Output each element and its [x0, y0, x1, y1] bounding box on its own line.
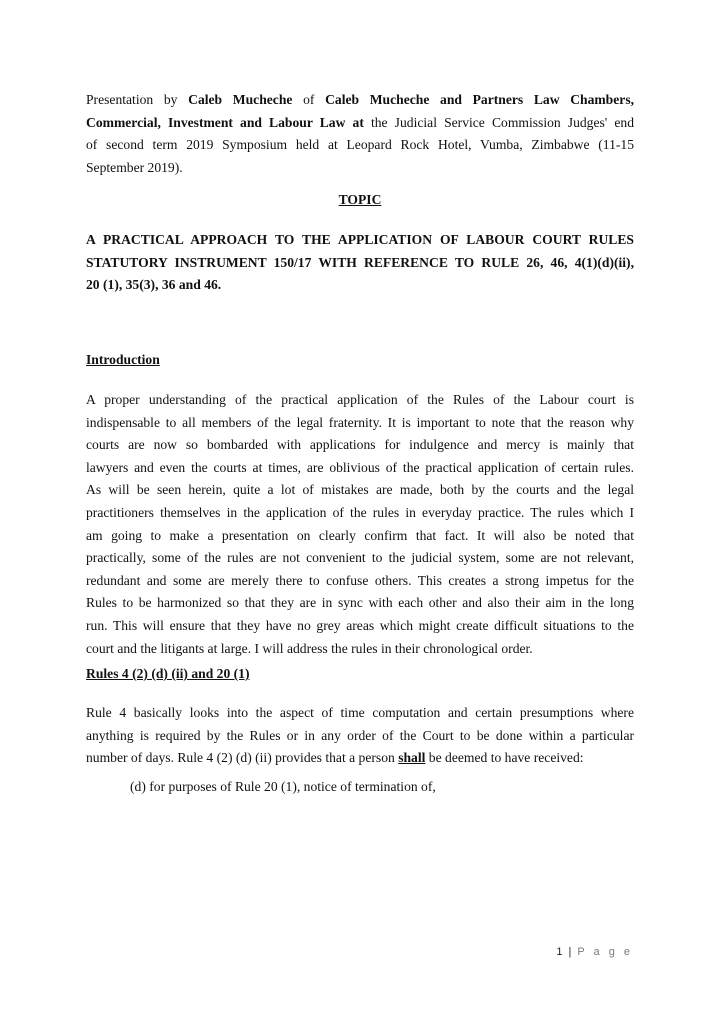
section-heading: Rules 4 (2) (d) (ii) and 20 (1)	[86, 666, 250, 681]
presentation-paragraph	[86, 89, 634, 179]
body-line: indispensable to all members of the legal fraternity. It is important to note that the reason why	[86, 414, 634, 430]
body-line: practitioners themselves in the application of the rules in everyday practice. The rules which I	[86, 504, 634, 520]
topic-title-line-1: A PRACTICAL APPROACH TO THE APPLICATION OF LABOUR COURT RULES	[86, 232, 634, 247]
rules-body	[86, 702, 634, 770]
presentation-line-2	[86, 112, 634, 135]
topic-title	[86, 229, 634, 297]
body-line: practically, some of the rules are not convenient to the judicial system, some are not relevant,	[86, 550, 634, 566]
page-number: 1	[556, 946, 563, 958]
topic-title-line-2: STATUTORY INSTRUMENT 150/17 WITH REFERENCE TO RULE 26, 46, 4(1)(d)(ii),	[86, 254, 634, 270]
body-line: courts are now so bombarded with applications for indulgence and mercy is mainly that	[86, 437, 634, 453]
body-line: A proper understanding of the practical application of the Rules of the Labour court is	[86, 392, 634, 407]
body-text: be deemed to have received:	[425, 750, 584, 766]
section-heading: Introduction	[86, 352, 160, 367]
presentation-line-1	[86, 89, 634, 112]
firm-name: Caleb Mucheche and Partners Law Chambers,	[325, 92, 634, 107]
body-line: Rules to be harmonized so that they are in sync with each other and also their aim in the long	[86, 595, 634, 611]
body-line	[86, 747, 634, 770]
presenter-name: Caleb Mucheche	[188, 92, 293, 107]
body-line: anything is required by the Rules or in any order of the Court to be done within a particular	[86, 727, 634, 743]
body-line: redundant and some are merely there to confuse others. This creates a strong impetus for the	[86, 572, 634, 588]
page-footer	[0, 946, 633, 958]
presentation-text: the Judicial Service Commission Judges' end	[363, 114, 634, 130]
topic-heading	[86, 189, 634, 211]
presentation-line-4: September 2019).	[86, 159, 183, 175]
presentation-text: of	[292, 92, 326, 107]
topic-title-line-3: 20 (1), 35(3), 36 and 46.	[86, 277, 222, 293]
body-line: run. This will ensure that they have no grey areas which might create difficult situations to the	[86, 617, 634, 633]
body-line: Rule 4 basically looks into the aspect of time computation and certain presumptions where	[86, 705, 634, 720]
quote-line: (d) for purposes of Rule 20 (1), notice of termination of,	[130, 779, 436, 794]
page-label: P a g e	[577, 946, 633, 958]
presentation-line-3: of second term 2019 Symposium held at Leopard Rock Hotel, Vumba, Zimbabwe (11-15	[86, 137, 634, 153]
firm-name-continued: Commercial, Investment and Labour Law at	[86, 114, 364, 130]
footer-separator: |	[568, 946, 572, 958]
topic-label: TOPIC	[338, 192, 382, 207]
rule-quote	[86, 776, 634, 799]
introduction-heading	[86, 349, 634, 371]
presentation-text: Presentation by	[86, 92, 189, 107]
introduction-body	[86, 389, 634, 660]
body-line: As will be seen herein, quite a lot of mistakes are made, both by the courts and the legal	[86, 482, 634, 498]
body-text: number of days. Rule 4 (2) (d) (ii) provides that a person	[86, 750, 399, 766]
emphasis-shall: shall	[398, 750, 426, 766]
body-line: am going to make a presentation on clearly confirm that fact. It will also be noted that	[86, 527, 634, 543]
rules-heading	[86, 663, 634, 685]
body-line: court and the litigants at large. I will address the rules in their chronological order.	[86, 640, 533, 656]
body-line: lawyers and even the courts at times, are oblivious of the practical application of certain rules.	[86, 459, 634, 475]
